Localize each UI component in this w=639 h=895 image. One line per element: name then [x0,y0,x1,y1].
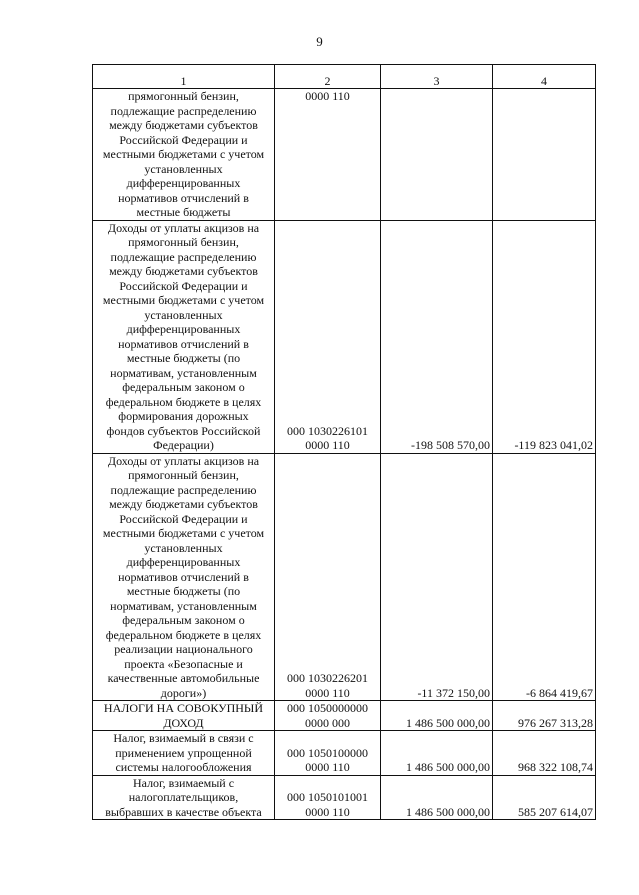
table-row [93,89,596,221]
column-number-row [93,65,596,89]
income-name-cell: прямогонный бензин, подлежащие распределению между бюджетами субъектов Российской Федерации и местными бюджетами с учетом установленных дифференцированных нормативов отчислений в местные бюджеты [93,89,275,221]
plan-amount-cell: 1 486 500 000,00 [381,731,493,776]
column-header: 1 [93,65,275,89]
classification-code-cell: 000 1030226101 0000 110 [275,220,381,453]
page-number: 9 [316,34,323,49]
table-row [93,775,596,820]
actual-amount-cell [493,89,596,221]
plan-amount-cell: 1 486 500 000,00 [381,701,493,731]
budget-table [92,64,596,820]
actual-amount-cell: -119 823 041,02 [493,220,596,453]
column-header: 4 [493,65,596,89]
column-header: 2 [275,65,381,89]
plan-amount-cell [381,89,493,221]
classification-code-cell: 000 1050101001 0000 110 [275,775,381,820]
column-header: 3 [381,65,493,89]
actual-amount-cell: -6 864 419,67 [493,453,596,701]
table-row [93,453,596,701]
classification-code-cell: 000 1050100000 0000 110 [275,731,381,776]
income-name-cell: Налог, взимаемый в связи с применением упрощенной системы налогообложения [93,731,275,776]
plan-amount-cell: -198 508 570,00 [381,220,493,453]
actual-amount-cell: 968 322 108,74 [493,731,596,776]
classification-code-cell: 0000 110 [275,89,381,221]
table-row [93,731,596,776]
income-name-cell: Доходы от уплаты акцизов на прямогонный бензин, подлежащие распределению между бюджетами субъектов Российской Федерации и местными бюджетами с учетом установленных дифференцированных нормативов отчислений в местные бюджеты (по нормативам, установленным федеральным законом о федеральном бюджете в целях реализации национального проекта «Безопасные и качественные автомобильные дороги») [93,453,275,701]
income-name-cell: НАЛОГИ НА СОВОКУПНЫЙ ДОХОД [93,701,275,731]
table-row [93,220,596,453]
table-row [93,701,596,731]
actual-amount-cell: 976 267 313,28 [493,701,596,731]
classification-code-cell: 000 1030226201 0000 110 [275,453,381,701]
plan-amount-cell: -11 372 150,00 [381,453,493,701]
actual-amount-cell: 585 207 614,07 [493,775,596,820]
income-name-cell: Доходы от уплаты акцизов на прямогонный бензин, подлежащие распределению между бюджетами субъектов Российской Федерации и местными бюджетами с учетом установленных дифференцированных нормативов отчислений в местные бюджеты (по нормативам, установленным федеральным законом о федеральном бюджете в целях формирования дорожных фондов субъектов Российской Федерации) [93,220,275,453]
plan-amount-cell: 1 486 500 000,00 [381,775,493,820]
classification-code-cell: 000 1050000000 0000 000 [275,701,381,731]
income-name-cell: Налог, взимаемый с налогоплательщиков, выбравших в качестве объекта [93,775,275,820]
